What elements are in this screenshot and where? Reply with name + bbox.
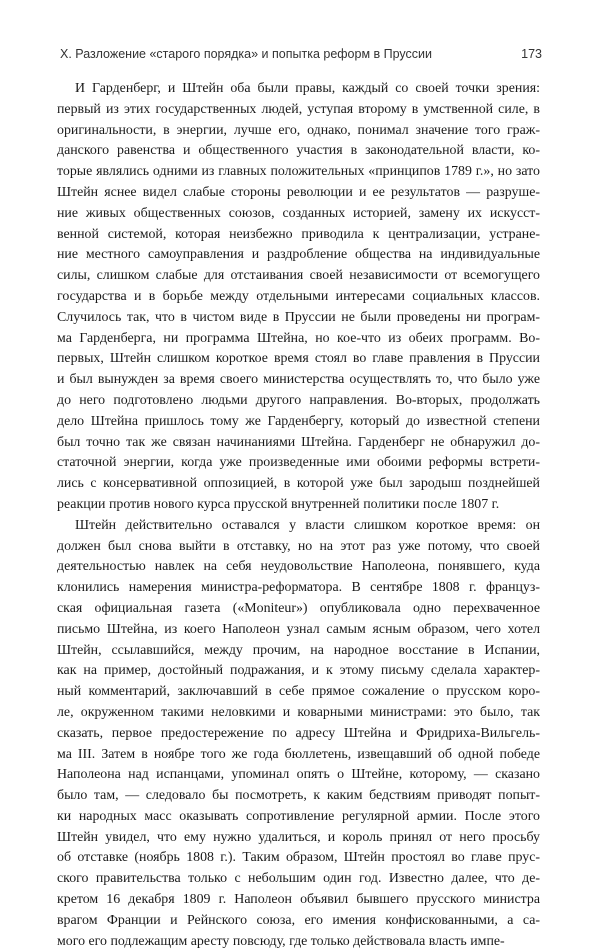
text-line: первый из этих государственных людей, уступая второму в умственной силе, в bbox=[57, 101, 540, 117]
text-line: Штейн яснее видел слабые стороны революции и ее результатов — разруше- bbox=[57, 184, 540, 200]
text-line: должен был снова выйти в отставку, но на этот раз уже потому, что своей bbox=[57, 538, 540, 554]
chapter-title: X. Разложение «старого порядка» и попытка реформ в Пруссии bbox=[60, 47, 433, 61]
text-line: кретом 16 декабря 1809 г. Наполеон объявил бывшего прусского министра bbox=[57, 892, 540, 908]
text-line: лись с консервативной оппозицией, в которой уже был зародыш позднейшей bbox=[57, 476, 540, 492]
text-line: дело Штейна пришлось тому же Гарденбергу, который до известной степени bbox=[57, 413, 540, 429]
text-line: оригинальности, в энергии, лучше его, однако, понимал значение того граж- bbox=[57, 122, 540, 138]
text-line: первых, Штейн слишком короткое время стоял во главе правления в Пруссии bbox=[57, 351, 540, 367]
text-line: И Гарденберг, и Штейн оба были правы, каждый со своей точки зрения: bbox=[75, 81, 540, 96]
text-line: письмо Штейна, из коего Наполеон узнал самым ясным образом, чего хотел bbox=[57, 621, 540, 637]
text-line: Наполеона над испанцами, упоминал опять о Штейне, которому, — сказано bbox=[57, 767, 540, 783]
text-line: государства и в борьбе между отдельными интересами социальных классов. bbox=[57, 288, 540, 304]
text-line: ма III. Затем в ноябре того же года бюллетень, извещавший об одной победе bbox=[57, 746, 540, 762]
paragraph bbox=[57, 79, 540, 516]
text-line: ле, окруженном такими неловкими и коварными министрами: это было, так bbox=[57, 704, 540, 720]
text-line: было там, — следовало бы посмотреть, к каким бедствиям приводят попыт- bbox=[57, 788, 540, 804]
running-header bbox=[60, 47, 542, 65]
text-line: Штейн, ссылавшийся, между прочим, на народное восстание в Испании, bbox=[57, 642, 540, 658]
text-line: Штейн увидел, что ему нужно удалиться, и король принял от него просьбу bbox=[57, 829, 540, 845]
text-line: ный комментарий, заключавший в себе прямое сожаление о прусском коро- bbox=[57, 684, 540, 700]
text-line: статочной энергии, когда уже произведенные ими обоими реформы встрети- bbox=[57, 455, 540, 471]
text-line: деятельностью навлек на себя неудовольствие Наполеона, понявшего, куда bbox=[57, 559, 540, 575]
body-text bbox=[57, 79, 540, 952]
text-line: до него подготовлено людьми другого направления. Во-вторых, продолжать bbox=[57, 392, 540, 408]
text-line: ки народных масс оказывать сопротивление регулярной армии. После этого bbox=[57, 808, 540, 824]
text-line: венной системой, которая неизбежно приводила к централизации, устране- bbox=[57, 226, 540, 242]
text-line: мого его подлежащим аресту повсюду, где только действовала власть импе- bbox=[57, 933, 505, 949]
text-line: сказать, первое предостережение по адресу Штейна и Фридриха-Вильгель- bbox=[57, 725, 540, 741]
text-line: ние живых общественных союзов, созданных историей, замену их искусст- bbox=[57, 205, 540, 221]
text-line: ма Гарденберга, ни программа Штейна, но кое-что из обеих программ. Во- bbox=[57, 330, 540, 346]
text-line: врагом Франции и Рейнского союза, его имения конфискованными, а са- bbox=[57, 912, 540, 928]
text-line: торые являлись одними из главных положительных «принципов 1789 г.», но зато bbox=[57, 164, 540, 180]
page-number: 173 bbox=[521, 47, 542, 61]
text-line: и был вынужден за время своего министерства осуществлять то, что было уже bbox=[57, 372, 540, 388]
text-line: клонились намерения министра-реформатора. В сентябре 1808 г. француз- bbox=[57, 580, 540, 596]
text-line: Штейн действительно оставался у власти слишком короткое время: он bbox=[75, 517, 540, 533]
text-line: как на пример, достойный подражания, и к этому письму сделала характер- bbox=[57, 663, 540, 679]
paragraph bbox=[57, 516, 540, 952]
text-line: реакции против нового курса прусской внутренней политики после 1807 г. bbox=[57, 496, 500, 512]
text-line: данского равенства и общественного участия в законодательной власти, ко- bbox=[57, 143, 540, 159]
text-line: ние местного самоуправления и раздробление общества на индивидуальные bbox=[57, 247, 540, 263]
text-line: Случилось так, что в чистом виде в Пруссии не были проведены ни програм- bbox=[57, 309, 540, 325]
text-line: силы, слишком слабые для отстаивания своей независимости от всемогущего bbox=[57, 268, 540, 284]
text-line: об отставке (ноябрь 1808 г.). Таким образом, Штейн простоял во главе прус- bbox=[57, 850, 540, 866]
text-line: ская официальная газета («Moniteur») опубликовала одно перехваченное bbox=[57, 600, 540, 616]
text-line: ского правительства только с небольшим один год. Известно далее, что де- bbox=[57, 871, 540, 887]
text-line: был точно так же связан начинаниями Штейна. Гарденберг не обнаружил до- bbox=[57, 434, 540, 450]
